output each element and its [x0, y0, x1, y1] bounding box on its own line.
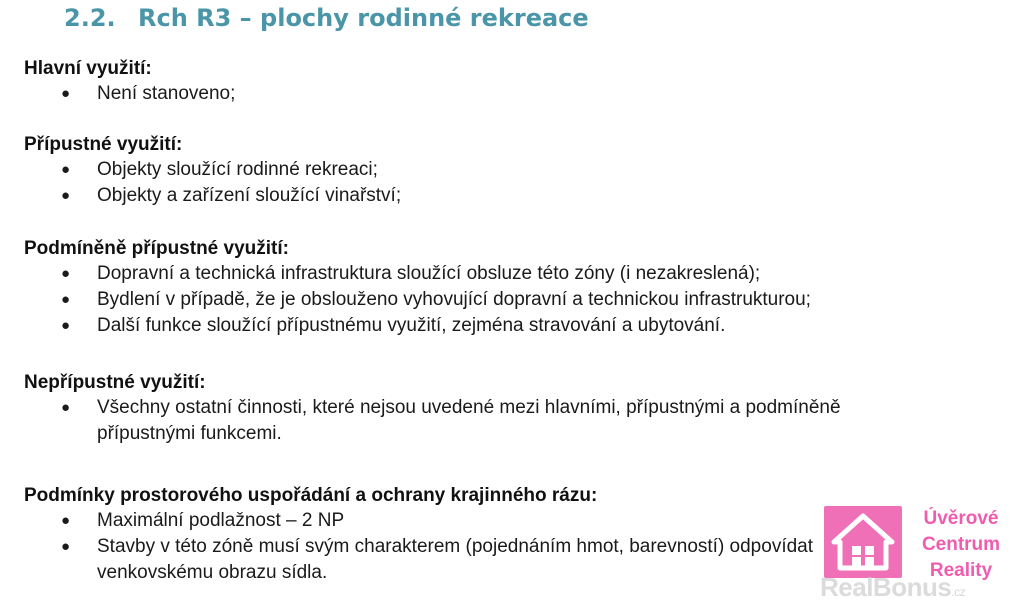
section-heading-forbidden-use: Nepřípustné využití:: [24, 372, 206, 393]
section-permitted-use: [24, 133, 1004, 209]
section-heading-conditional-use: Podmíněně přípustné využití:: [24, 238, 289, 259]
list-item: ● Stavby v této zóně musí svým charakterem (pojednáním hmot, barevností) odpovídat venkovskému obrazu sídla.: [61, 536, 814, 583]
list-item: ● Není stanoveno;: [24, 81, 1004, 107]
watermark-title: Úvěrové Centrum Reality: [921, 508, 1001, 581]
list-item: ● Objekty sloužící rodinné rekreaci;: [24, 157, 1004, 183]
section-number: 2.2.: [64, 4, 116, 32]
bullet-icon: ●: [61, 187, 71, 204]
section-heading-spatial-conditions: Podmínky prostorového uspořádání a ochrany krajinného rázu:: [24, 485, 598, 506]
bullet-icon: ●: [61, 265, 71, 282]
bullet-icon: ●: [61, 291, 71, 308]
section-main-use: [24, 57, 1004, 107]
list-item: ● Dopravní a technická infrastruktura sloužící obsluze této zóny (i nezakreslená);: [24, 261, 1004, 287]
section-conditional-use: [24, 237, 1004, 339]
bullet-icon: ●: [61, 538, 71, 555]
bullet-icon: ●: [61, 317, 71, 334]
list-item: ● Bydlení v případě, že je obslouženo vyhovující dopravní a technickou infrastrukturou;: [24, 287, 1004, 313]
watermark: [820, 506, 1020, 604]
section-title: Rch R3 – plochy rodinné rekreace: [138, 4, 589, 32]
section-heading-permitted-use: Přípustné využití:: [24, 134, 183, 155]
section-heading-main-use: Hlavní využití:: [24, 58, 152, 79]
section-forbidden-use: [24, 371, 874, 447]
bullet-icon: ●: [61, 85, 71, 102]
watermark-brand: RealBonus.cz: [820, 572, 966, 602]
bullet-icon: ●: [61, 399, 71, 416]
list-item: ● Maximální podlažnost – 2 NP: [24, 508, 924, 534]
bullet-icon: ●: [61, 161, 71, 178]
list-item: ● Všechny ostatní činnosti, které nejsou uvedené mezi hlavními, přípustnými a podmíněně přípustnými funkcemi.: [61, 397, 841, 444]
section-heading: [64, 4, 589, 32]
bullet-icon: ●: [61, 512, 71, 529]
section-spatial-conditions: [24, 484, 924, 586]
list-item: ● Objekty a zařízení sloužící vinařství;: [24, 183, 1004, 209]
list-item: ● Další funkce sloužící přípustnému využití, zejména stravování a ubytování.: [24, 313, 1004, 339]
house-icon: [824, 506, 902, 578]
